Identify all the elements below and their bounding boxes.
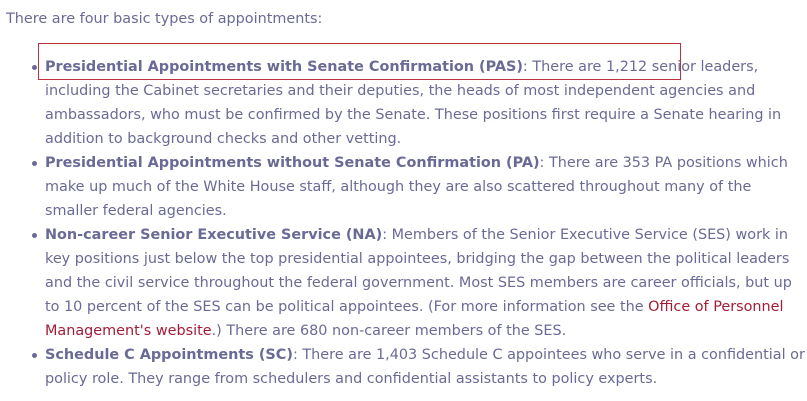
opm-website-link[interactable]: Office of Personnel Management's website [45,299,784,339]
description-sc: There are 1,403 Schedule C appointees who serve in a confidential or policy role. They range from schedulers and confidential assistants to policy experts. [45,347,805,387]
separator: : [292,347,298,363]
description-pas: There are 1,212 senior leaders, including the Cabinet secretaries and their deputies, the heads of most independent agencies and ambassadors, who must be confirmed by the Senate. These positions first require a Senate hearing in addition to background checks and other vetting. [45,59,782,147]
intro-text: There are four basic types of appointments: [6,11,323,27]
term-pa: Presidential Appointments without Senate Confirmation (PA) [45,155,540,171]
separator: : [539,155,545,171]
list-item-na [45,223,807,343]
separator: : [382,227,388,243]
term-pas: Presidential Appointments with Senate Confirmation (PAS) [45,59,523,75]
appointment-types-list [45,55,807,391]
bullet-icon [32,353,37,358]
bullet-icon [32,161,37,166]
description-na-before-link: Members of the Senior Executive Service (SES) work in key positions just below the top presidential appointees, bridging the gap between the political leaders and the civil service throughout the federal government. Most SES members are career officials, but up to 10 percent of the SES can be political appointees. (For more information see the [45,227,792,315]
list-item-sc [45,343,807,391]
term-na: Non-career Senior Executive Service (NA) [45,227,383,243]
list-item-pa [45,151,807,223]
bullet-icon [32,65,37,70]
separator: : [522,59,528,75]
list-item-pas [45,55,807,151]
bullet-icon [32,233,37,238]
description-na-after-link: .) There are 680 non-career members of the SES. [211,323,567,339]
description-pa: There are 353 PA positions which make up much of the White House staff, although they are also scattered throughout many of the smaller federal agencies. [45,155,788,219]
term-sc: Schedule C Appointments (SC) [45,347,293,363]
